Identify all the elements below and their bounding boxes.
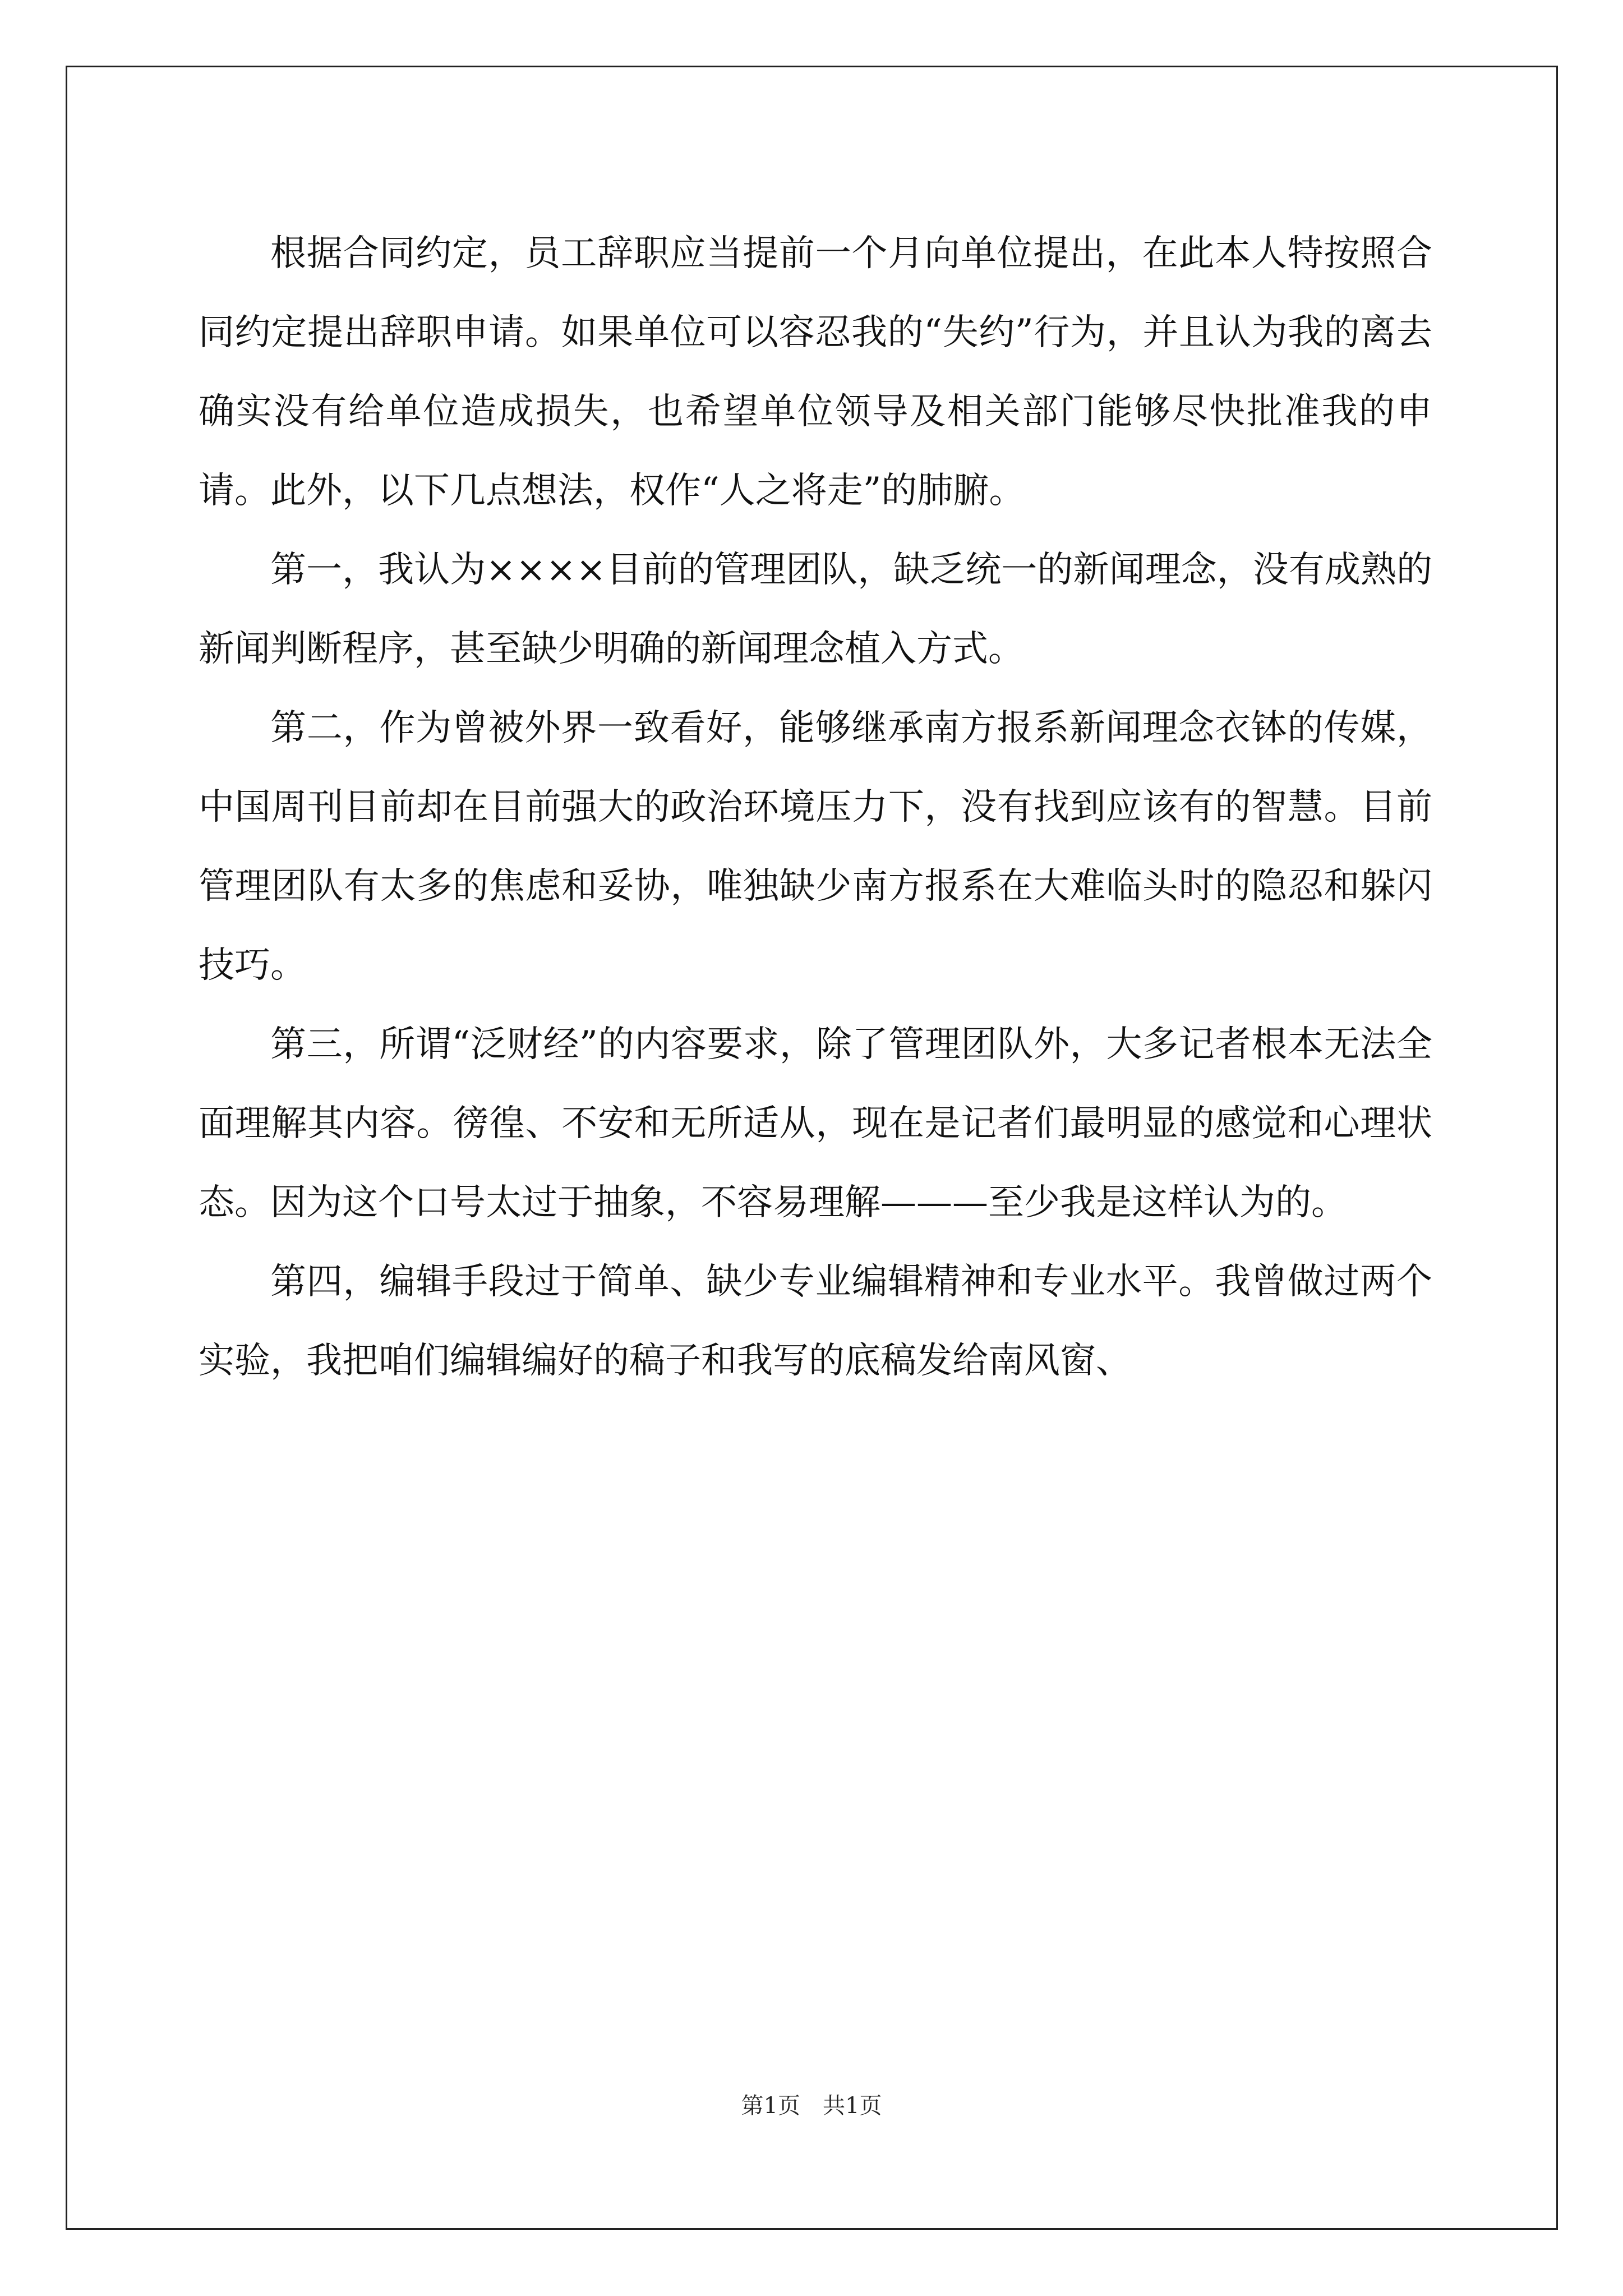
paragraph-1: 根据合同约定，员工辞职应当提前一个月向单位提出，在此本人特按照合同约定提出辞职申请。如果单位可以容忍我的“失约”行为，并且认为我的离去确实没有给单位造成损失，也希望单位领导及相关部门能够尽快批准我的申请。此外，以下几点想法，权作“人之将走”的肺腑。	[199, 233, 1432, 512]
document-body	[199, 214, 1432, 1401]
paragraph-4: 第三，所谓“泛财经”的内容要求，除了管理团队外，大多记者根本无法全面理解其内容。徬徨、不安和无所适从，现在是记者们最明显的感觉和心理状态。因为这个口号太过于抽象，不容易理解———至少我是这样认为的。	[199, 1024, 1432, 1223]
page-footer: 第1页 共1页	[741, 2093, 882, 2119]
paragraph-3: 第二，作为曾被外界一致看好，能够继承南方报系新闻理念衣钵的传媒，中国周刊目前却在目前强大的政治环境压力下，没有找到应该有的智慧。目前管理团队有太多的焦虑和妥协，唯独缺少南方报系在大难临头时的隐忍和躲闪技巧。	[199, 707, 1432, 986]
paragraph-2: 第一，我认为××××目前的管理团队，缺乏统一的新闻理念，没有成熟的新闻判断程序，甚至缺少明确的新闻理念植入方式。	[199, 549, 1432, 670]
paragraph-5: 第四，编辑手段过于简单、缺少专业编辑精神和专业水平。我曾做过两个实验，我把咱们编辑编好的稿子和我写的底稿发给南风窗、	[199, 1261, 1432, 1382]
